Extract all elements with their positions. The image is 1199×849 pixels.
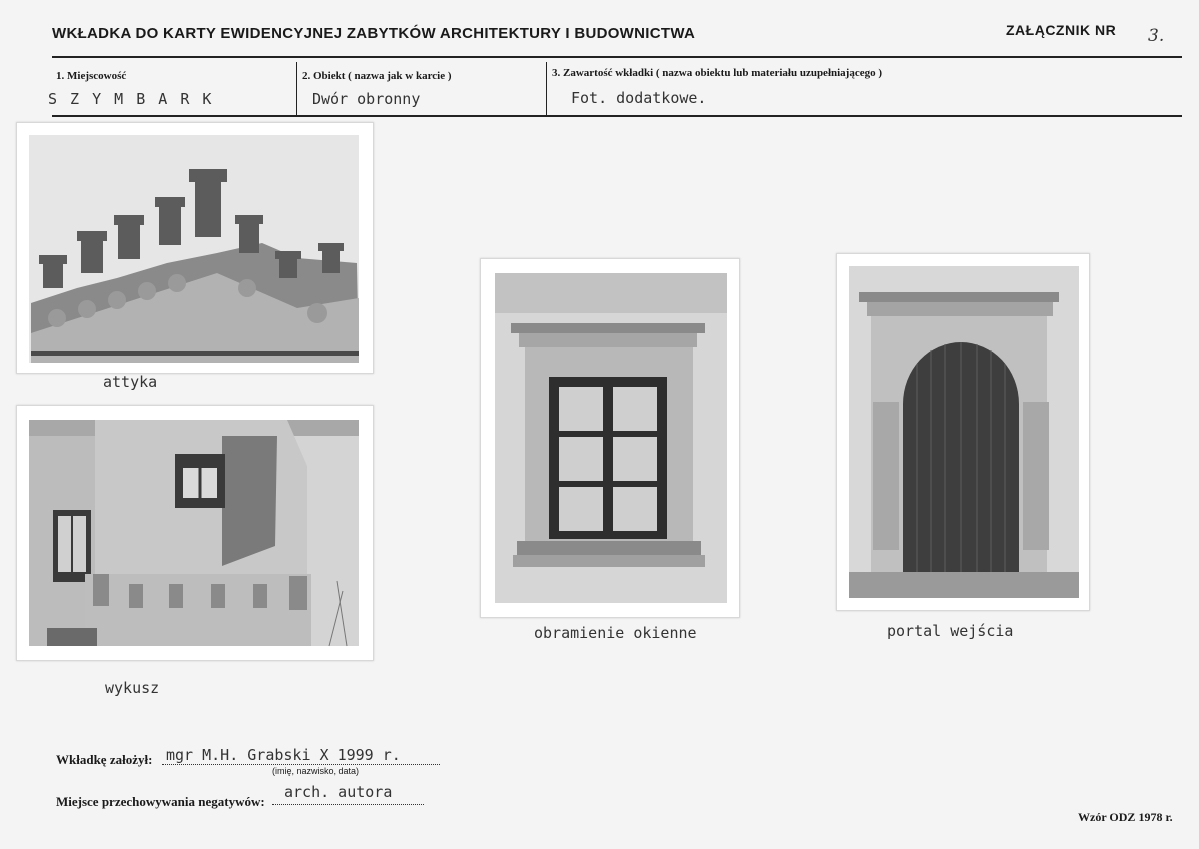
header-bottom-rule	[52, 115, 1182, 117]
form-title: WKŁADKA DO KARTY EWIDENCYJNEJ ZABYTKÓW ARCHITEKTURY I BUDOWNICTWA	[52, 25, 696, 42]
photo-oriel	[16, 405, 374, 661]
object-value: Dwór obronny	[312, 90, 421, 108]
created-by-value: mgr M.H. Grabski X 1999 r.	[166, 746, 401, 764]
contents-value: Fot. dodatkowe.	[571, 89, 707, 107]
field-divider-1	[296, 62, 297, 116]
contents-label: 3. Zawartość wkładki ( nazwa obiektu lub materiału uzupełniającego )	[552, 67, 883, 79]
negatives-storage-label: Miejsce przechowywania negatywów:	[56, 794, 265, 809]
header-top-rule	[52, 56, 1182, 58]
photo-attic	[16, 122, 374, 374]
locality-value: S Z Y M B A R K	[48, 90, 214, 108]
caption-attic: attyka	[103, 373, 158, 391]
field-divider-2	[546, 62, 547, 116]
created-by-label: Wkładkę założył:	[56, 752, 153, 767]
attachment-number: 3.	[1148, 26, 1165, 46]
oriel-photo-image	[17, 406, 373, 660]
template-version: Wzór ODZ 1978 r.	[1078, 810, 1173, 824]
caption-entrance-portal: portal wejścia	[887, 622, 1014, 640]
caption-window-frame: obramienie okienne	[534, 624, 697, 642]
caption-oriel: wykusz	[105, 679, 160, 697]
negatives-storage-value: arch. autora	[284, 783, 393, 801]
photo-entrance-portal	[836, 253, 1090, 611]
attic-photo-image	[17, 123, 373, 373]
attachment-label: ZAŁĄCZNIK NR	[1006, 22, 1117, 38]
created-by-line	[162, 764, 440, 765]
object-label: 2. Obiekt ( nazwa jak w karcie )	[302, 70, 452, 82]
created-by-hint: (imię, nazwisko, data)	[272, 766, 360, 776]
entrance-portal-photo-image	[837, 254, 1089, 610]
locality-label: 1. Miejscowość	[56, 70, 127, 82]
photo-window-frame	[480, 258, 740, 618]
window-frame-photo-image	[481, 259, 739, 617]
negatives-storage-line	[272, 804, 424, 805]
